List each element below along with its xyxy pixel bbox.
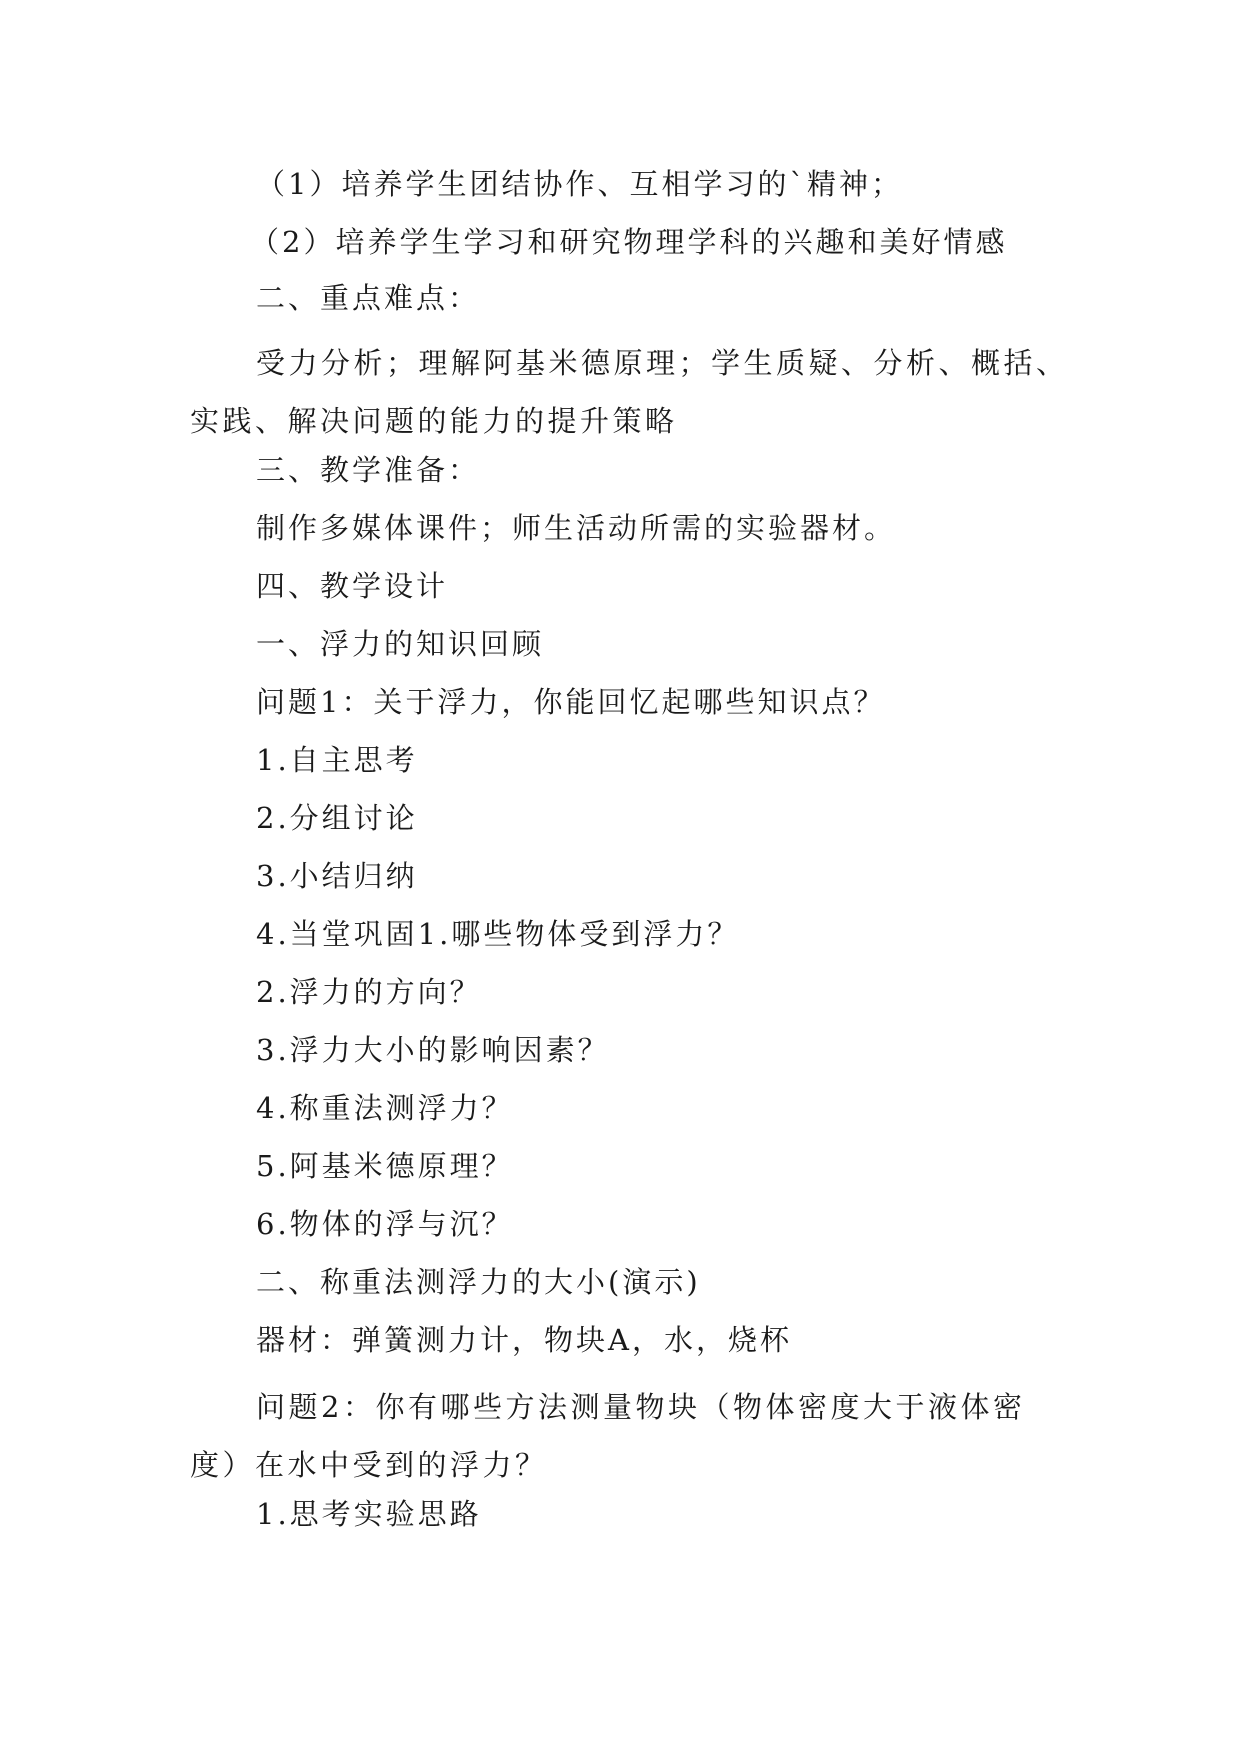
list-item: 4.当堂巩固1.哪些物体受到浮力？ [256, 917, 740, 951]
list-item: 2.浮力的方向？ [256, 975, 482, 1009]
objective-item-2: （2）培养学生学习和研究物理学科的兴趣和美好情感 [250, 225, 1008, 259]
question-1: 问题1：关于浮力，你能回忆起哪些知识点？ [256, 685, 886, 719]
subsection-heading-review: 一、浮力的知识回顾 [256, 627, 545, 661]
list-item: 3.浮力大小的影响因素？ [256, 1033, 610, 1067]
section-heading-preparation: 三、教学准备： [256, 453, 481, 487]
preparation-paragraph: 制作多媒体课件；师生活动所需的实验器材。 [256, 511, 897, 545]
list-item: 4.称重法测浮力？ [256, 1091, 514, 1125]
objective-item-1: （1）培养学生团结协作、互相学习的`精神； [256, 167, 903, 201]
list-item: 5.阿基米德原理？ [256, 1149, 514, 1183]
list-item: 3.小结归纳 [256, 859, 418, 893]
list-item: 1.思考实验思路 [256, 1497, 482, 1531]
section-heading-key-points: 二、重点难点： [256, 281, 481, 315]
list-item: 1.自主思考 [256, 743, 418, 777]
subsection-heading-weighing-method: 二、称重法测浮力的大小(演示) [256, 1265, 701, 1299]
question-2: 问题2：你有哪些方法测量物块（物体密度大于液体密度）在水中受到的浮力？ [190, 1390, 1026, 1482]
equipment-paragraph: 器材：弹簧测力计，物块A，水，烧杯 [256, 1323, 792, 1357]
section-heading-design: 四、教学设计 [256, 569, 449, 603]
list-item: 6.物体的浮与沉？ [256, 1207, 514, 1241]
key-points-paragraph: 受力分析；理解阿基米德原理；学生质疑、分析、概括、实践、解决问题的能力的提升策略 [190, 346, 1069, 438]
list-item: 2.分组讨论 [256, 801, 418, 835]
